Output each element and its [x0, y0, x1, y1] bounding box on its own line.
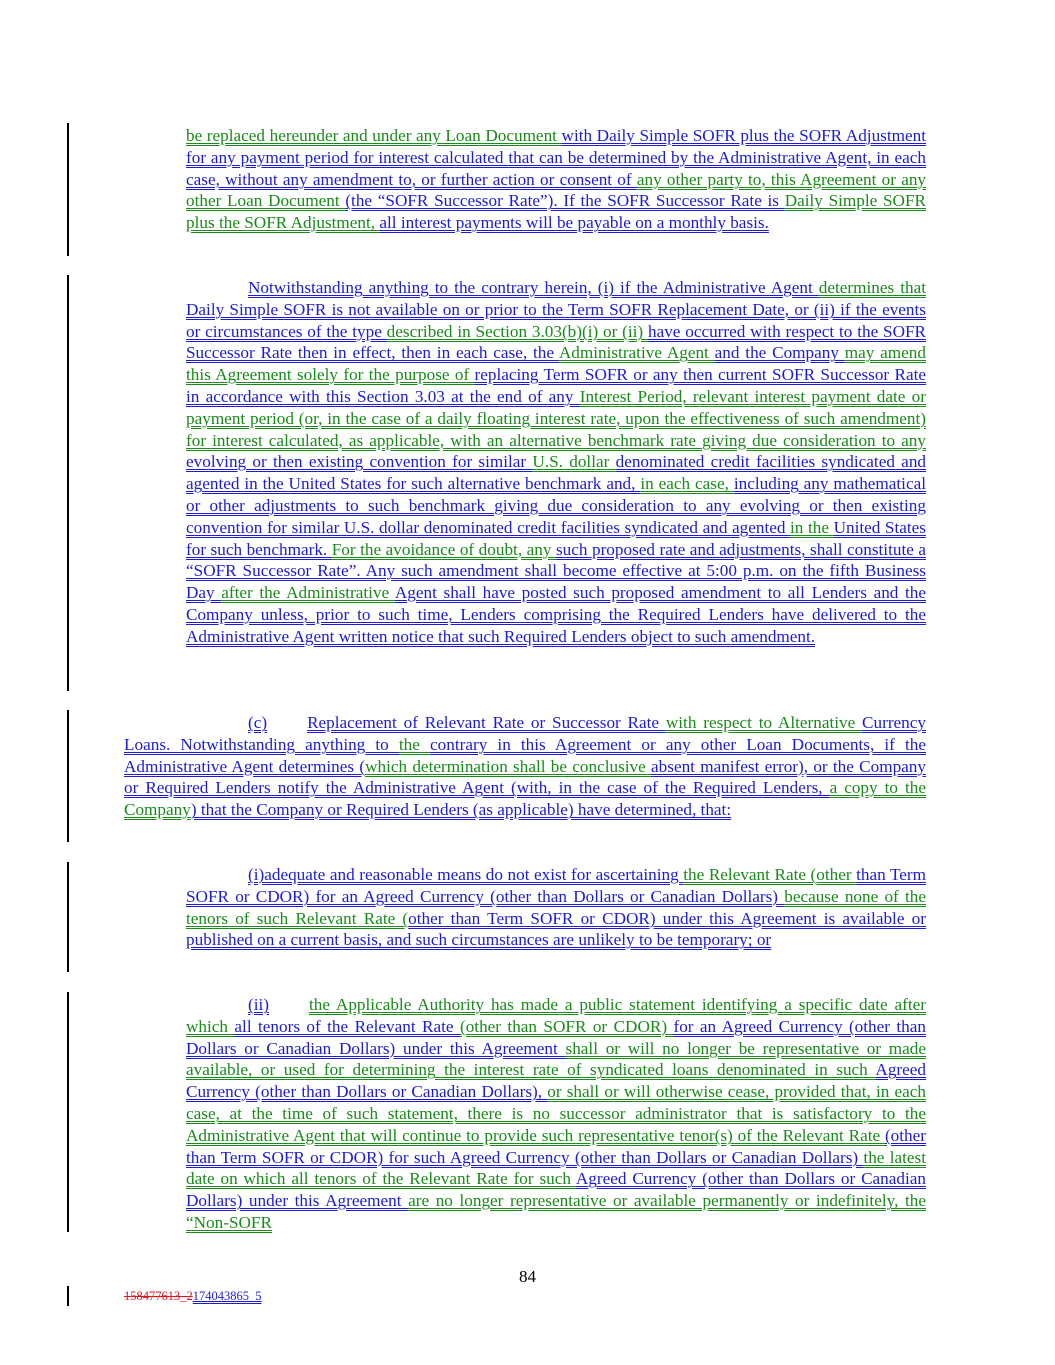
- change-bar: [67, 862, 69, 972]
- text-run: Currency Loans. Notwithstanding anything to: [124, 713, 926, 754]
- text-run: the Applicable Authority has made a public statement identifying a specific date after which: [186, 995, 926, 1036]
- text-run: For the avoidance of doubt, any: [331, 539, 556, 559]
- text-run: after the Administrative: [221, 583, 395, 603]
- change-bar: [67, 710, 69, 842]
- change-bar: [67, 992, 69, 1232]
- change-bar: [67, 1286, 69, 1306]
- clause-label: (c): [248, 713, 268, 732]
- text-run: be replaced hereunder and under any Loan Document: [186, 126, 562, 145]
- document-footer-id: [124, 1289, 262, 1304]
- text-run: any other party to, this Agreement or any other Loan Document: [186, 169, 927, 211]
- text-run: in the: [790, 517, 834, 537]
- text-run: Notwithstanding anything to the contrary herein, (i) if the Administrative Agent: [248, 278, 819, 297]
- text-run: may amend this Agreement solely for the purpose of: [186, 343, 926, 385]
- text-run: for an Agreed Currency (other than Dollars or Canadian Dollars) under this Agreement: [186, 1016, 926, 1058]
- text-run: (the “SOFR Successor Rate”). If the SOFR Successor Rate is: [345, 191, 785, 211]
- text-run: all tenors of the Relevant Rate: [234, 1016, 460, 1036]
- change-bar: [67, 123, 69, 256]
- paragraph-sofr-successor: [186, 125, 926, 234]
- text-run: U.S. dollar: [532, 452, 616, 472]
- paragraph-ii-authority: [186, 994, 926, 1234]
- text-run: Daily Simple SOFR plus the SOFR Adjustment,: [186, 191, 926, 233]
- text-run: or shall or will otherwise cease, provided that, in each case, at the time of such statement, there is no successor administrator that is satisfactory to the Administrative Agent that will continue to provide such representative tenor(s) of the Relevant Rate: [186, 1082, 926, 1145]
- text-run: absent manifest error), or the Company or Required Lenders notify the Administrative Agent (with, in the case of the Required Lenders,: [124, 756, 926, 798]
- footer-inserted-id: 174043865_5: [192, 1289, 262, 1303]
- text-run: all interest payments will be payable on a monthly basis.: [379, 213, 769, 233]
- text-run: Agreed Currency (other than Dollars or Canadian Dollars) under this Agreement: [186, 1169, 926, 1211]
- text-run: such proposed rate and adjustments, shall constitute a “SOFR Successor Rate”. Any such amendment shall become effective at 5:00 p.m. on the fifth Business Day: [186, 539, 926, 603]
- text-run: the Relevant Rate (other: [683, 865, 857, 884]
- paragraph-notwithstanding: [186, 277, 926, 648]
- text-run: with respect to Alternative: [665, 713, 863, 732]
- text-run: are no longer representative or available permanently or indefinitely, the “Non-SOFR: [186, 1191, 926, 1232]
- text-run: adequate and reasonable means do not exist for ascertaining: [264, 865, 684, 884]
- text-run: evolving or then existing convention for similar: [186, 452, 533, 472]
- text-run: described in Section 3.03(b)(i) or (ii): [386, 321, 648, 341]
- text-run: in each case,: [640, 474, 734, 494]
- text-run: ) that the Company or Required Lenders (as applicable) have determined, that:: [190, 800, 732, 820]
- paragraph-c-replacement: [124, 712, 926, 821]
- text-run: contrary in this Agreement or any other Loan Documents, if the Administrative Agent determines (: [124, 734, 926, 776]
- text-run: and the Company: [714, 343, 845, 363]
- footer-deleted-id: 158477613_2: [124, 1289, 193, 1303]
- text-run: (other than Term SOFR or CDOR) for such Agreed Currency (other than Dollars or Canadian Dollars): [186, 1125, 926, 1167]
- text-run: United States for such benchmark.: [186, 517, 926, 559]
- text-run: a copy to the Company: [124, 778, 926, 820]
- text-run: have occurred with respect to the SOFR Successor Rate then in effect, then in each case, the: [186, 321, 927, 363]
- text-run: because none of the tenors of such Relevant Rate (: [186, 886, 927, 928]
- text-run: Agreed Currency (other than Dollars or Canadian Dollars),: [186, 1060, 926, 1102]
- clause-label: (ii): [248, 995, 269, 1014]
- text-run: than Term SOFR or CDOR) for an Agreed Currency (other than Dollars or Canadian Dollars): [186, 865, 927, 906]
- text-run: Replacement of Relevant Rate or Successor Rate: [307, 713, 666, 732]
- text-run: with Daily Simple SOFR plus the SOFR Adjustment for any payment period for interest calculated that can be determined by the Administrative Agent, in each case, without any amendment to, or further action or consent of: [186, 126, 926, 189]
- text-run: Daily Simple SOFR is not available on or prior to the Term SOFR Replacement Date, or (ii) if the events or circumstances of the type: [186, 299, 926, 341]
- text-run: other than Term SOFR or CDOR) under this Agreement is available or published on a current basis, and such circumstances are unlikely to be temporary; or: [186, 908, 926, 950]
- text-run: replacing Term SOFR or any then current SOFR Successor Rate in accordance with this Section 3.03 at the end of any: [186, 365, 926, 406]
- text-run: Agent shall have posted such proposed amendment to all Lenders and the Company unless, prior to such time, Lenders comprising the Required Lenders have delivered to the Administrative Agent written notice that such Required Lenders object to such amendment.: [186, 583, 927, 646]
- text-run: the: [398, 734, 431, 754]
- text-run: including any mathematical or other adjustments to such benchmark giving due consideration to any evolving or then existing convention for similar U.S. dollar denominated credit facilities syndicated and agented: [186, 474, 926, 537]
- text-run: Interest Period, relevant interest payment date or payment period (or, in the case of a daily floating interest rate, upon the effectiveness of such amendment) for interest calculated, as applicable, with an alternative benchmark rate giving due consideration to any: [186, 386, 926, 450]
- text-run: the latest date on which all tenors of the Relevant Rate for such: [186, 1147, 926, 1189]
- paragraph-i-adequate: [186, 864, 926, 951]
- text-run: (other than SOFR or CDOR): [459, 1016, 674, 1036]
- text-run: determines that: [818, 278, 926, 297]
- text-run: which determination shall be conclusive: [365, 756, 652, 776]
- text-run: shall or will no longer be representative or made available, or used for determining the interest rate of syndicated loans denominated in such: [186, 1038, 926, 1080]
- text-run: Administrative Agent: [558, 343, 715, 363]
- clause-label: (i): [248, 865, 265, 884]
- page-number: 84: [519, 1267, 536, 1286]
- text-run: denominated credit facilities syndicated and agented in the United States for such alternative benchmark and,: [186, 452, 927, 494]
- change-bar: [67, 275, 69, 691]
